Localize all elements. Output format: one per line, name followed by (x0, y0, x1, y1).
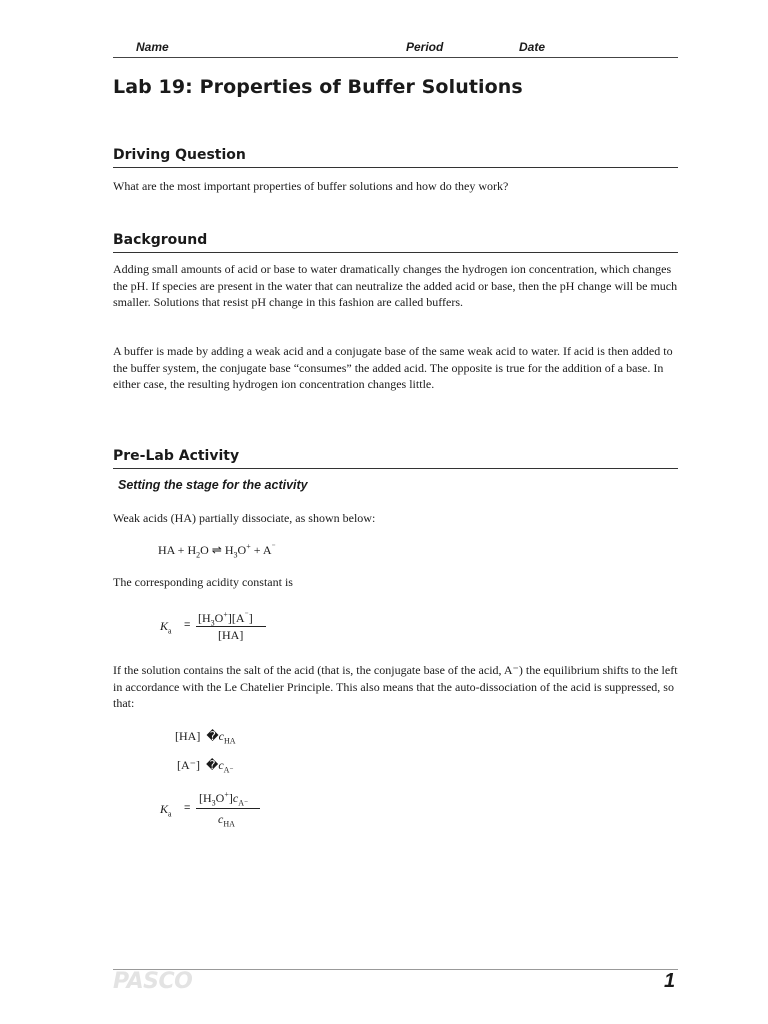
ha-approx-equation: [HA] $�c_{HA}$ (175, 729, 236, 746)
footer-rule (113, 969, 678, 970)
driving-question-text: What are the most important properties of buffer solutions and how do they work? (113, 179, 509, 193)
pre-lab-heading: Pre-Lab Activity (113, 448, 678, 469)
ka2-numerator: $[H_3O^+]c_{A^-}$ (199, 790, 249, 808)
header-rule (113, 57, 678, 58)
pasco-logo: PASCO (113, 969, 193, 994)
acidity-constant-intro: The corresponding acidity constant is (113, 575, 293, 589)
date-label: Date (519, 40, 546, 54)
dissociation-equation: HA + $H_2O$ ⇌ $H_3O^+ + A^{^-}$ (158, 542, 276, 560)
name-label: Name (136, 40, 169, 54)
ka2-equals: = (184, 802, 191, 814)
ka-numerator: $[H_3O^+][A^{^-}]$ (198, 610, 253, 628)
background-paragraph-2: A buffer is made by adding a weak acid and a conjugate base of the same weak acid to water. If acid is then added to the buffer system, the conjugate base “consumes” the added acid. The opposite is true for the addition of a base. In either case, the resulting hydrogen ion concentration changes little. (113, 344, 673, 392)
ka-symbol: $K_a$ (160, 619, 172, 636)
driving-question-heading: Driving Question (113, 147, 678, 168)
ka2-symbol: $K_a$ (160, 802, 172, 819)
background-paragraph-1: Adding small amounts of acid or base to water dramatically changes the hydrogen ion concentration, which changes the pH. If species are present in the water that can neutralize the added acid or base, then the pH change will be much smaller. Solutions that resist pH change in this fashion are called buffers. (113, 262, 678, 310)
weak-acid-intro: Weak acids (HA) partially dissociate, as shown below: (113, 511, 376, 525)
ka2-fraction-bar (196, 808, 260, 809)
salt-paragraph: If the solution contains the salt of the acid (that is, the conjugate base of the acid, A⁻) the equilibrium shifts to the left in accordance with the Le Chatelier Principle. This also means that the auto-dissociation of the acid is suppressed, so that: (113, 663, 678, 711)
period-label: Period (406, 40, 444, 54)
ka-equals: = (184, 619, 191, 631)
ka2-denominator: $c_{HA}$ (218, 812, 235, 829)
pre-lab-subheading: Setting the stage for the activity (118, 478, 308, 492)
page-title: Lab 19: Properties of Buffer Solutions (113, 76, 523, 98)
a-approx-equation: [A⁻] $�c_{A^-}$ (177, 758, 234, 775)
ka-fraction-bar (196, 626, 266, 627)
ka-denominator: [HA] (218, 628, 244, 642)
page-number: 1 (664, 970, 676, 992)
background-heading: Background (113, 232, 678, 253)
